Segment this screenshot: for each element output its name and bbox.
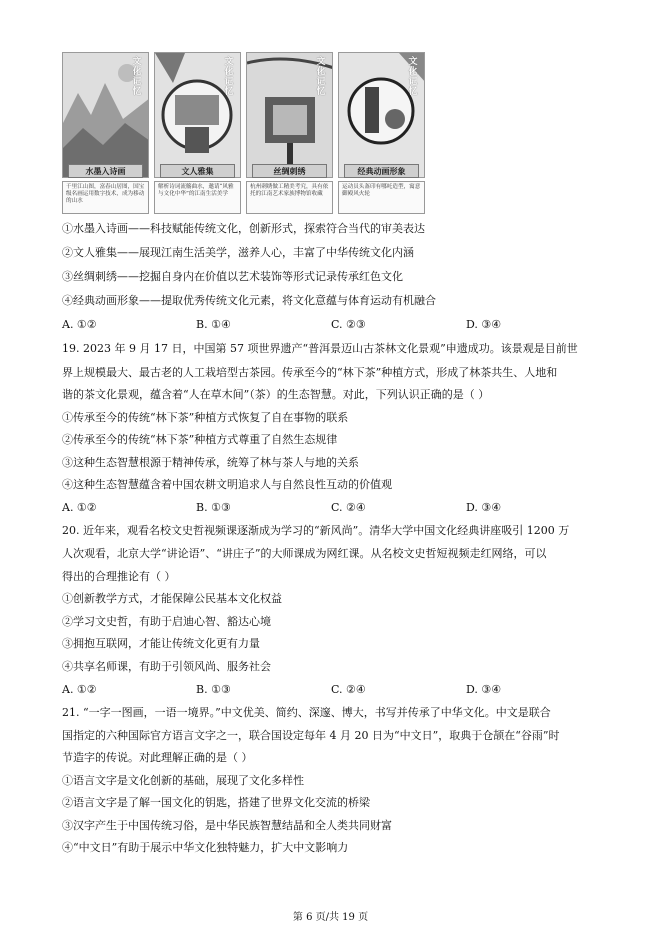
ink-painting-image	[62, 52, 149, 178]
q20-option-c: C. ②④	[331, 683, 366, 696]
q19-option-a: A. ①②	[62, 501, 97, 514]
panel-title: 经典动画形象	[344, 164, 419, 178]
q19-stem-line-1: 19. 2023 年 9 月 17 日，中国第 57 项世界遗产“普洱景迈山古茶林文化景观”申遗成功。该景观是目前世	[62, 342, 578, 355]
panel-vertical-text: 文化 记忆	[408, 57, 418, 97]
panel-description: 千里江山图，富春山居图，国宝级名画运用数字技术，成为移动的山水	[62, 181, 149, 214]
literati-image	[154, 52, 241, 178]
panel-animation-image	[338, 52, 425, 214]
panel-description: 解析诗词流觞曲水，邀请“风雅与文化中华”的江南生活美学	[154, 181, 241, 214]
q20-statement-2: ②学习文史哲，有助于启迪心智、豁达心境	[62, 615, 271, 628]
q20-stem-line-2: 人次观看，北京大学“讲论语”、“讲庄子”的大师课成为网红课。从名校文史哲短视频走红网络，可以	[62, 547, 547, 560]
panel-description: 运动员头盔印有哪吒造型，寓意御殿风火轮	[338, 181, 425, 214]
q18-statement-1: ①水墨入诗画——科技赋能传统文化，创新形式，探索符合当代的审美表达	[62, 222, 425, 235]
panel-description: 杭州刺绣做工精美考究，具有依托的江南艺术家族博物馆收藏	[246, 181, 333, 214]
q21-stem-line-3: 节造字的传说。对此理解正确的是（ ）	[62, 751, 253, 764]
q21-statement-3: ③汉字产生于中国传统习俗，是中华民族智慧结晶和全人类共同财富	[62, 819, 392, 832]
panel-literati	[154, 52, 241, 214]
q19-statement-4: ④这种生态智慧蕴含着中国农耕文明追求人与自然良性互动的价值观	[62, 478, 392, 491]
panel-ink-painting	[62, 52, 149, 214]
q20-statement-3: ③拥抱互联网，才能让传统文化更有力量	[62, 637, 260, 650]
q19-option-d: D. ③④	[466, 501, 502, 514]
animation-image	[338, 52, 425, 178]
q21-stem-line-2: 国指定的六种国际官方语言文字之一，联合国设定每年 4 月 20 日为“中文日”，取典于仓颉在“谷雨”时	[62, 729, 560, 742]
panel-silk-embroidery	[246, 52, 333, 214]
q20-statement-4: ④共享名师课，有助于引领风尚、服务社会	[62, 660, 271, 673]
q18-statement-2: ②文人雅集——展现江南生活美学，滋养人心，丰富了中华传统文化内涵	[62, 246, 414, 259]
q21-stem-line-1: 21. “一字一图画，一语一境界。”中文优美、简约、深邃、博大，书写并传承了中华文化。中文是联合	[62, 706, 551, 719]
q18-option-b: B. ①④	[196, 318, 231, 331]
panel-title: 丝绸刺绣	[252, 164, 327, 178]
q18-statement-3: ③丝绸刺绣——挖掘自身内在价值以艺术装饰等形式记录传承红色文化	[62, 270, 403, 283]
q18-option-a: A. ①②	[62, 318, 97, 331]
panel-vertical-text: 文化 记忆	[224, 57, 234, 97]
q21-statement-4: ④“中文日”有助于展示中华文化独特魅力，扩大中文影响力	[62, 841, 349, 854]
q20-option-a: A. ①②	[62, 683, 97, 696]
panel-title: 水墨入诗画	[68, 164, 143, 178]
q20-stem-line-1: 20. 近年来，观看名校文史哲视频课逐渐成为学习的“新风尚”。清华大学中国文化经典讲座吸引 1200 万	[62, 524, 570, 537]
panel-vertical-text: 文化 记忆	[132, 57, 142, 97]
q19-stem-line-3: 谐的茶文化景观，蕴含着“人在草木间”（茶）的生态智慧。对此，下列认识正确的是（ ）	[62, 388, 490, 401]
q19-stem-line-2: 界上规模最大、最古老的人工栽培型古茶园。传承至今的“林下茶”种植方式，形成了林茶共生、人地和	[62, 366, 558, 379]
q18-statement-4: ④经典动画形象——提取优秀传统文化元素，将文化意蕴与体育运动有机融合	[62, 294, 436, 307]
q21-statement-2: ②语言文字是了解一国文化的钥匙，搭建了世界文化交流的桥梁	[62, 796, 370, 809]
q19-statement-1: ①传承至今的传统“林下茶”种植方式恢复了自在事物的联系	[62, 411, 349, 424]
panel-vertical-text: 文化 记忆	[316, 57, 326, 97]
q20-option-d: D. ③④	[466, 683, 502, 696]
q19-statement-2: ②传承至今的传统“林下茶”种植方式尊重了自然生态规律	[62, 433, 338, 446]
q19-option-c: C. ②④	[331, 501, 366, 514]
page-footer: 第 6 页/共 19 页	[292, 912, 369, 923]
panel-title: 文人雅集	[160, 164, 235, 178]
q20-statement-1: ①创新教学方式，才能保障公民基本文化权益	[62, 592, 282, 605]
silk-embroidery-image	[246, 52, 333, 178]
q20-stem-line-3: 得出的合理推论有（ ）	[62, 570, 176, 583]
q19-option-b: B. ①③	[196, 501, 231, 514]
q19-statement-3: ③这种生态智慧根源于精神传承，统筹了林与茶人与地的关系	[62, 456, 359, 469]
culture-image-strip	[62, 52, 426, 214]
q18-option-c: C. ②③	[331, 318, 366, 331]
q20-option-b: B. ①③	[196, 683, 231, 696]
q18-option-d: D. ③④	[466, 318, 502, 331]
q21-statement-1: ①语言文字是文化创新的基础，展现了文化多样性	[62, 774, 304, 787]
